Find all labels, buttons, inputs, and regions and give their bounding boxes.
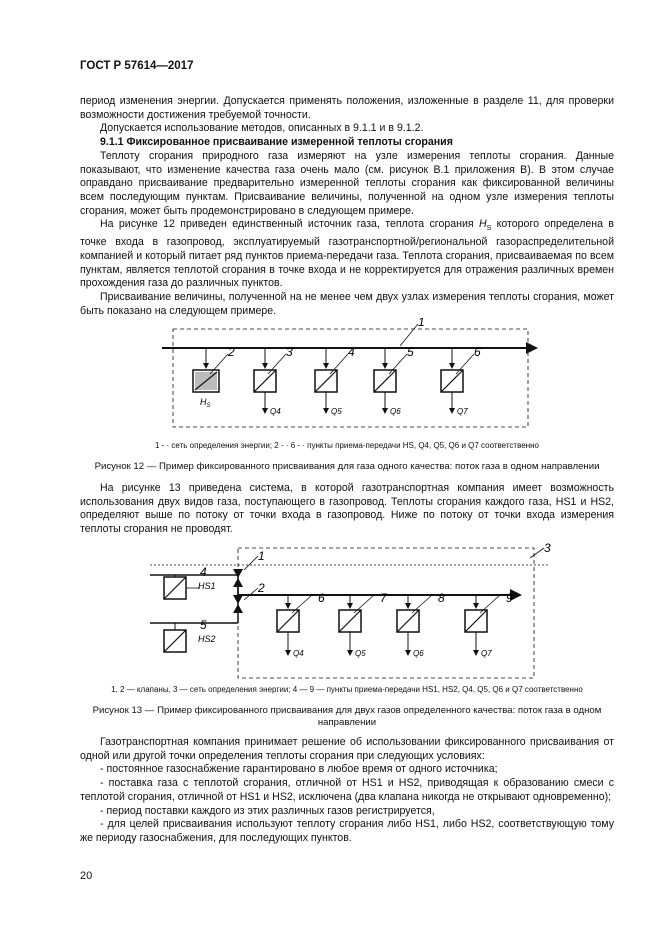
paragraph: На рисунке 13 приведена система, в которой газотранспортная компания имеет возможность использования двух видов газа, поступающего в газопровод. Теплоты сгорания каждого газа, HS1 и HS2, определяют выше по потоку от точки входа в газопровод. Ниже по потоку от точки входа измерения теплоты сгорания не проводят. (80, 482, 614, 536)
figure-13-diagram (140, 540, 560, 680)
q-label: Q7 (481, 649, 492, 658)
q-label: Q4 (293, 649, 304, 658)
hs-label: $H_S$ (200, 397, 211, 409)
label-5: 5 (407, 345, 414, 359)
hs2-label: HS2 (198, 634, 216, 644)
label-6: 6 (474, 345, 481, 359)
q-label: Q4 (270, 407, 281, 416)
label-6: 6 (318, 591, 325, 605)
station-4 (164, 565, 216, 599)
figure-12-caption: Рисунок 12 — Пример фиксированного присваивания для газа одного качества: поток газа в одном направлении (94, 461, 600, 472)
label-1: 1 (258, 549, 265, 563)
label-3: 3 (544, 541, 551, 555)
figure-12-diagram (160, 318, 540, 433)
station-2 (193, 345, 235, 409)
station-4 (315, 345, 355, 416)
station-8 (397, 591, 445, 658)
text-block-3 (80, 736, 614, 846)
paragraph: Допускается использование методов, описанных в 9.1.1 и в 9.1.2. (100, 122, 424, 135)
station-6 (441, 345, 481, 416)
list-item: - поставка газа с теплотой сгорания, отличной от HS1 и HS2, приводящая к образованию смеси с теплотой сгорания, отличной от HS1 и HS2, исключена (два клапана никогда не открывают одновременно); (80, 777, 614, 803)
paragraph: Газотранспортная компания принимает решение об использовании фиксированного присваивания от одной или другой точки определения теплоты сгорания при следующих условиях: (80, 736, 614, 762)
label-2: 2 (258, 581, 265, 595)
q-label: Q6 (390, 407, 401, 416)
label-1: 1 (418, 318, 425, 329)
paragraph: На рисунке 12 приведен единственный источник газа, теплота сгорания $H_S$ которого определена в точке входа в газопровод, эксплуатируемый газотранспортной/региональной газораспределительной компанией и который питает ряд пунктов приема-передачи газа. Теплота сгорания, присваиваемая по всем пунктам, является теплотой сгорания в точке входа и не корректируется для отражения различных времен прохождения газа до различных пунктов. (80, 218, 614, 290)
paragraph: период изменения энергии. Допускается применять положения, изложенные в разделе 11, для проверки возможности достижения требуемой точности. (80, 95, 614, 121)
network-boundary (173, 329, 528, 427)
label-3: 3 (286, 345, 293, 359)
document-id: ГОСТ Р 57614—2017 (80, 60, 194, 72)
paragraph: Теплоту сгорания природного газа измеряют на узле измерения теплоты сгорания. Данные показывают, что изменение качества газа очень мало (см. рисунок В.1 приложения В). В этом случае оправдано присваивание предварительно измеренной теплоты сгорания как фиксированной величины всем последующим пунктам. Присваивание величины, полученной на одном узле измерения теплоты сгорания, может быть продемонстрировано в следующем примере. (80, 149, 614, 217)
label-7: 7 (380, 591, 387, 605)
hs1-label: HS1 (198, 581, 216, 591)
page-number: 20 (80, 870, 93, 882)
section-heading: 9.1.1 Фиксированное присваивание измеренной теплоты сгорания (100, 136, 453, 149)
label-4: 4 (200, 565, 207, 579)
label-5: 5 (200, 618, 207, 632)
station-7 (339, 591, 388, 658)
label-8: 8 (438, 591, 445, 605)
station-6 (277, 591, 325, 658)
station-9 (465, 591, 513, 658)
q-label: Q6 (413, 649, 424, 658)
q-label: Q5 (331, 407, 342, 416)
list-item: - период поставки каждого из этих различных газов регистрируется, (100, 804, 435, 817)
list-item: - для целей присваивания используют теплоту сгорания либо HS1, либо HS2, соответствующую тому же периоду газоснабжения, для последующих пунктов. (80, 818, 614, 844)
station-5 (374, 345, 414, 416)
figure-13-legend: 1, 2 — клапаны, 3 — сеть определения энергии; 4 — 9 — пункты приема-передачи HS1, HS2, Q4, Q5, Q6 и Q7 соответственно (111, 685, 583, 694)
label-4: 4 (348, 345, 355, 359)
figure-13-caption: Рисунок 13 — Пример фиксированного присваивания для двух газов определенного качества: поток газа в одном направлении (92, 705, 602, 728)
label-9: 9 (506, 591, 513, 605)
station-3 (254, 345, 293, 416)
text-block-1 (80, 95, 614, 318)
text-block-2 (80, 482, 614, 537)
paragraph: Присваивание величины, полученной на не менее чем двух узлах измерения теплоты сгорания, может быть показано на следующем примере. (80, 290, 614, 317)
q-label: Q5 (355, 649, 366, 658)
label-2: 2 (228, 345, 235, 359)
figure-12-legend: 1 - · сеть определения энергии; 2 - · 6 - · пункты приема-передачи HS, Q4, Q5, Q6 и Q7 соответственно (154, 441, 539, 450)
q-label: Q7 (457, 407, 468, 416)
list-item: - постоянное газоснабжение гарантировано в любое время от одного источника; (100, 763, 498, 776)
